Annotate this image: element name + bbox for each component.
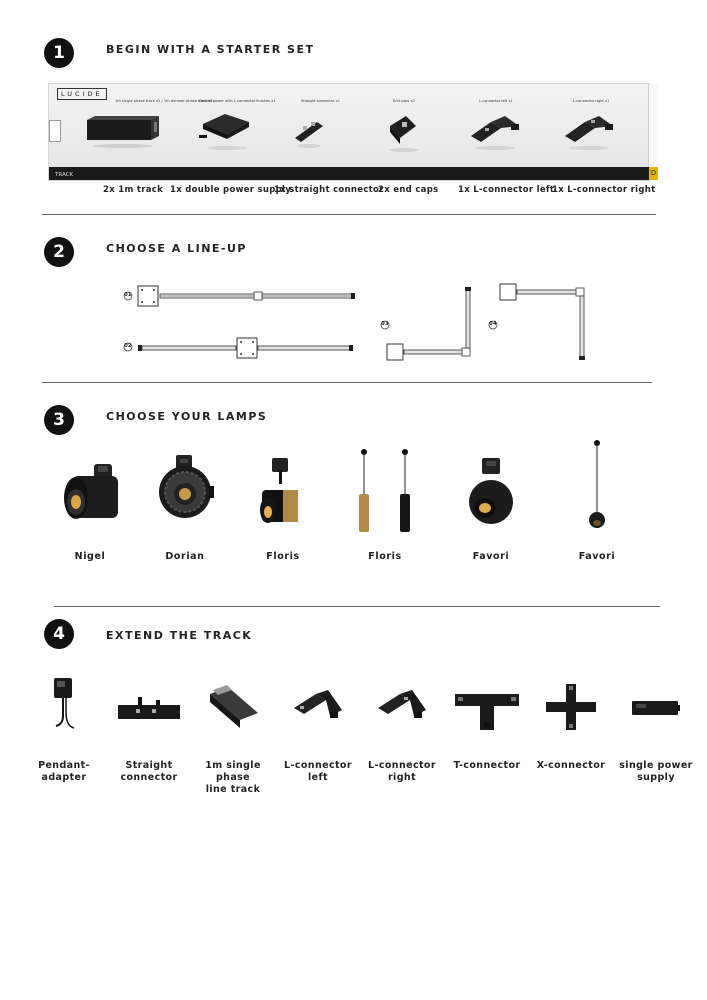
pendant-adapter-image: [54, 678, 74, 728]
starter-item-caption: 2x 1m track: [103, 185, 164, 195]
extension-caption-line: X-connector: [536, 760, 606, 771]
box-product-label: L-connector right x1: [573, 99, 610, 103]
extension-caption-line: left: [308, 772, 328, 783]
step-3-badge: 3: [44, 405, 74, 435]
extension-caption-line: L-connector: [284, 760, 352, 771]
single-power-supply-image: [632, 701, 680, 715]
brand-logo: LUCIDE: [57, 88, 107, 100]
extension-caption: [614, 760, 698, 784]
extension-caption-line: T-connector: [453, 760, 521, 771]
l-connector-right-ext-image: [378, 690, 426, 718]
step-2-title: CHOOSE A LINE-UP: [106, 242, 247, 255]
starter-item-caption: 2x end caps: [378, 185, 439, 195]
lamp-name: Dorian: [165, 551, 205, 562]
extension-caption-line: Straight: [125, 760, 173, 771]
box-product-label: 1m single phase track x2 / 1m dimmer phase track x2: [115, 99, 213, 103]
lamp-name: Floris: [368, 551, 402, 562]
extension-caption-line: supply: [637, 772, 675, 783]
extension-caption-line: connector: [120, 772, 178, 783]
box-strip-label: TRACK: [55, 172, 74, 178]
box-corner-mark: D: [649, 167, 658, 180]
lineup-label: 04: [489, 321, 497, 327]
step-4-badge: 4: [44, 619, 74, 649]
t-connector-image: [455, 694, 519, 730]
step-3-title: CHOOSE YOUR LAMPS: [106, 410, 268, 423]
box-product-label: Double power with L-connector finishes x1: [199, 99, 276, 103]
single-phase-track-image: [210, 685, 258, 728]
extension-caption-line: L-connector: [368, 760, 436, 771]
extension-caption-line: line track: [205, 784, 261, 795]
lamp-name: Favori: [578, 551, 616, 562]
extension-caption: [448, 760, 526, 772]
starter-item-caption: 1x straight connector: [274, 185, 384, 195]
extension-caption: [532, 760, 610, 772]
lamp-name: Floris: [266, 551, 300, 562]
extension-caption: [280, 760, 356, 784]
lamp-name: Nigel: [74, 551, 106, 562]
lineup-label: 02: [124, 343, 132, 349]
box-product-label: L-connector left x1: [479, 99, 513, 103]
box-product-label: End caps x2: [393, 99, 415, 103]
extension-caption: [112, 760, 186, 784]
box-product-label: Straight connector x1: [301, 99, 341, 103]
lamp-name: Favori: [472, 551, 510, 562]
extension-caption: [364, 760, 440, 784]
extension-caption: [16, 760, 112, 784]
extension-caption-line: right: [387, 772, 417, 783]
extension-caption: [188, 760, 278, 796]
step-4-title: EXTEND THE TRACK: [106, 629, 253, 642]
straight-connector-ext-image: [118, 697, 180, 719]
extension-caption-line: single power: [619, 760, 693, 771]
lineup-label: 01: [124, 292, 132, 298]
step-1-title: BEGIN WITH A STARTER SET: [106, 43, 315, 56]
starter-item-caption: 1x L-connector right: [552, 185, 656, 195]
x-connector-image: [546, 684, 596, 730]
starter-item-caption: 1x double power supply: [170, 185, 292, 195]
step-2-badge: 2: [44, 237, 74, 267]
l-connector-left-ext-image: [294, 690, 342, 718]
extension-caption-line: 1m single phase: [205, 760, 261, 783]
starter-item-caption: 1x L-connector left: [458, 185, 555, 195]
step-1-badge: 1: [44, 38, 74, 68]
extension-caption-line: Pendant-adapter: [38, 760, 90, 783]
lineup-label: 03: [381, 321, 389, 327]
